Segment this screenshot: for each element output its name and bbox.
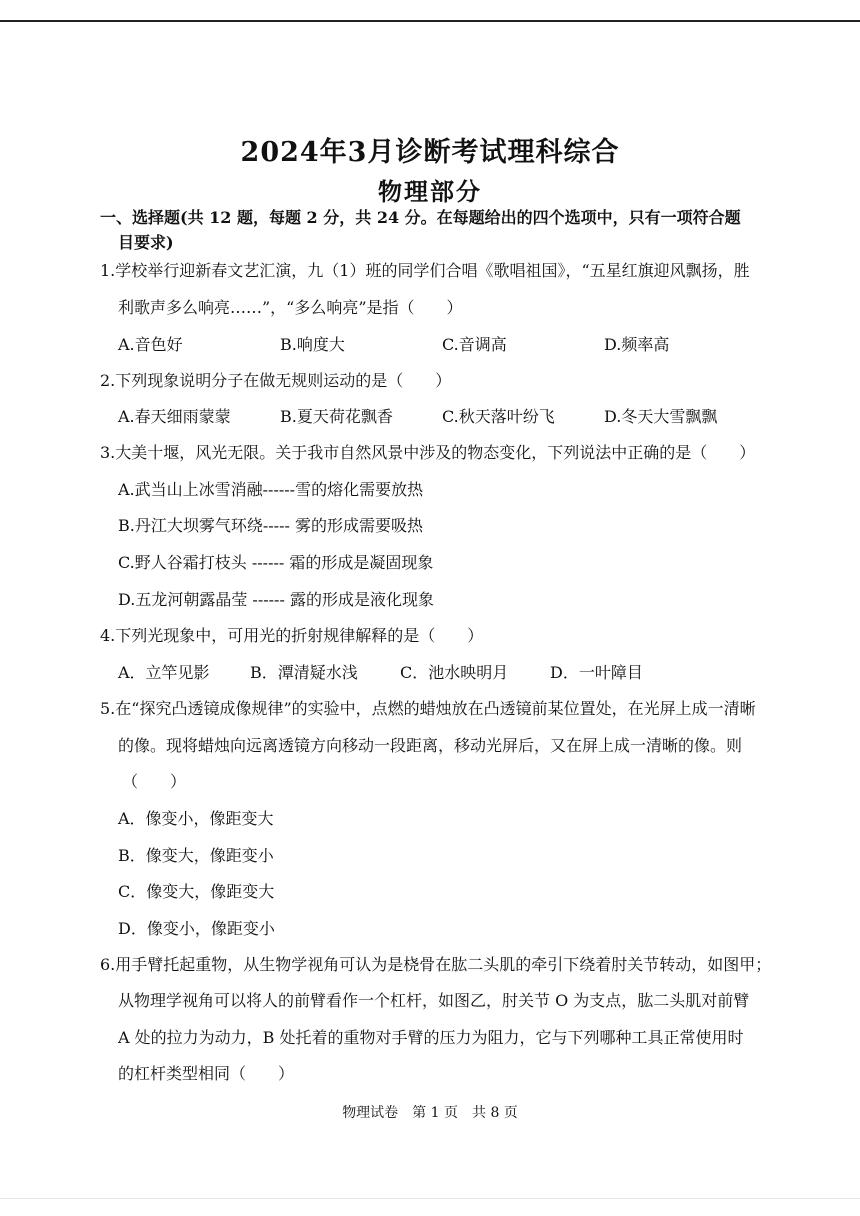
question-6-line3: A 处的拉力为动力，B 处托着的重物对手臂的压力为阻力，它与下列哪种工具正常使用时 — [118, 1028, 744, 1047]
page-footer: 物理试卷 第 1 页 共 8 页 — [342, 1105, 518, 1121]
question-4-line1: 4.下列光现象中，可用光的折射规律解释的是（ ） — [100, 626, 484, 645]
option-a: A.春天细雨蒙蒙 — [118, 407, 231, 426]
option-c: C.秋天落叶纷飞 — [442, 407, 555, 426]
exam-title: 2024年3月诊断考试理科综合 — [240, 137, 620, 168]
bottom-scan-edge — [0, 1198, 860, 1199]
option-d: D.冬天大雪飘飘 — [604, 407, 718, 426]
option-a: A.武当山上冰雪消融------雪的熔化需要放热 — [118, 480, 424, 499]
option-c: C.音调高 — [442, 335, 507, 354]
option-d: D.频率高 — [604, 335, 670, 354]
top-border-line — [0, 20, 860, 22]
option-d: D．像变小，像距变小 — [118, 919, 275, 938]
section-heading-line1: 一、选择题(共 12 题，每题 2 分，共 24 分。在每题给出的四个选项中，只有一项符合题 — [100, 208, 741, 227]
option-c: C．像变大，像距变大 — [118, 882, 275, 901]
question-3-line1: 3.大美十堰，风光无限。关于我市自然风景中涉及的物态变化，下列说法中正确的是（ ） — [100, 443, 756, 462]
option-c: C.野人谷霜打枝头 ------ 霜的形成是凝固现象 — [118, 553, 434, 572]
question-2-line1: 2.下列现象说明分子在做无规则运动的是（ ） — [100, 371, 452, 390]
option-a: A.音色好 — [118, 335, 183, 354]
section-heading-line2: 目要求) — [118, 233, 174, 252]
option-b: B.夏天荷花飘香 — [280, 407, 393, 426]
option-b: B.响度大 — [280, 335, 345, 354]
option-b: B．像变大，像距变小 — [118, 846, 274, 865]
option-a: A．立竿见影 — [118, 663, 210, 682]
option-d: D．一叶障目 — [550, 663, 643, 682]
option-a: A．像变小，像距变大 — [118, 809, 274, 828]
question-6-line2: 从物理学视角可以将人的前臂看作一个杠杆，如图乙，肘关节 O 为支点，肱二头肌对前臂 — [118, 991, 750, 1010]
option-b: B.丹江大坝雾气环绕----- 雾的形成需要吸热 — [118, 516, 423, 535]
question-6-line1: 6.用手臂托起重物，从生物学视角可认为是桡骨在肱二头肌的牵引下绕着肘关节转动，如图甲； — [100, 955, 772, 974]
question-1-line2: 利歌声多么响亮……”，“多么响亮”是指（ ） — [118, 298, 463, 317]
question-5-line3: （ ） — [122, 772, 187, 791]
question-5-line1: 5.在“探究凸透镜成像规律”的实验中，点燃的蜡烛放在凸透镜前某位置处，在光屏上成一清晰 — [100, 699, 756, 718]
option-d: D.五龙河朝露晶莹 ------ 露的形成是液化现象 — [118, 590, 434, 609]
question-5-line2: 的像。现将蜡烛向远离透镜方向移动一段距离，移动光屏后，又在屏上成一清晰的像。则 — [118, 736, 743, 755]
option-c: C．池水映明月 — [400, 663, 509, 682]
option-b: B．潭清疑水浅 — [250, 663, 358, 682]
question-1-line1: 1.学校举行迎新春文艺汇演，九（1）班的同学们合唱《歌唱祖国》，“五星红旗迎风飘扬，胜 — [100, 261, 750, 280]
question-6-line4: 的杠杆类型相同（ ） — [118, 1064, 295, 1083]
exam-subtitle: 物理部分 — [378, 177, 482, 206]
